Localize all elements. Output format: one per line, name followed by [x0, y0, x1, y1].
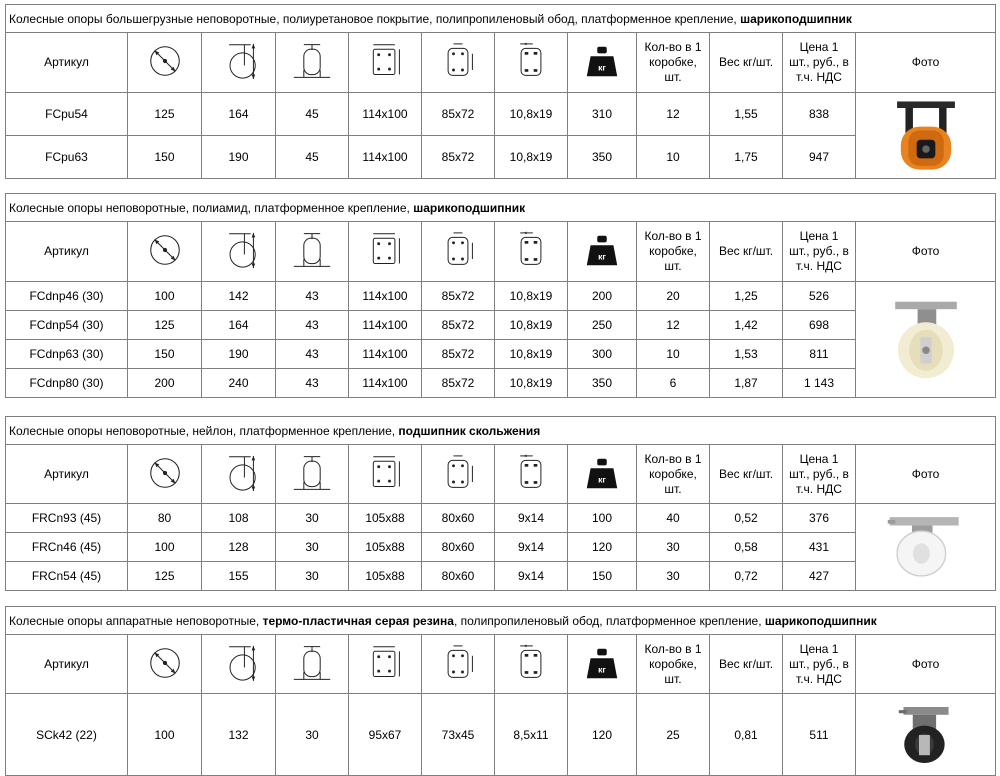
header-bolt: [495, 635, 568, 694]
bolt-hole-icon: [495, 41, 567, 84]
load-capacity-weight-icon: [568, 644, 636, 685]
load-value: 100: [568, 504, 637, 533]
diameter-value: 150: [128, 136, 202, 179]
weight-value: 1,87: [710, 369, 783, 398]
table-row: [6, 93, 996, 136]
qty-value: 20: [637, 282, 710, 311]
header-row: [6, 33, 996, 93]
plate-value: 105x88: [349, 533, 422, 562]
width-value: 30: [276, 504, 349, 533]
photo-cell: [856, 504, 996, 591]
table-row: [6, 311, 996, 340]
holes-value: 85x72: [422, 311, 495, 340]
header-width: [276, 222, 349, 282]
height-value: 128: [202, 533, 276, 562]
header-height: [202, 222, 276, 282]
bolt-value: 10,8x19: [495, 282, 568, 311]
article-cell: FCdnp80 (30): [6, 369, 128, 398]
load-value: 350: [568, 369, 637, 398]
header-width: [276, 33, 349, 93]
qty-value: 30: [637, 533, 710, 562]
weight-value: 1,55: [710, 93, 783, 136]
header-price: Цена 1 шт., руб., в т.ч. НДС: [783, 635, 856, 694]
price-value: 376: [783, 504, 856, 533]
photo-cell: [856, 93, 996, 179]
article-cell: FCpu63: [6, 136, 128, 179]
mounting-height-icon: [202, 642, 275, 687]
holes-value: 80x60: [422, 504, 495, 533]
load-value: 120: [568, 694, 637, 776]
wheel-diameter-icon: [128, 231, 201, 272]
caption-part: Колесные опоры неповоротные, нейлон, платформенное крепление,: [9, 423, 399, 438]
section-caption-row: [6, 607, 996, 635]
weight-value: 1,75: [710, 136, 783, 179]
product-table-1: [5, 4, 996, 179]
diameter-value: 125: [128, 311, 202, 340]
diameter-value: 100: [128, 533, 202, 562]
qty-value: 40: [637, 504, 710, 533]
qty-value: 10: [637, 136, 710, 179]
width-value: 43: [276, 311, 349, 340]
weight-value: 1,42: [710, 311, 783, 340]
plate-value: 114x100: [349, 93, 422, 136]
article-cell: FCdnp63 (30): [6, 340, 128, 369]
bolt-hole-icon: [495, 230, 567, 273]
header-article: Артикул: [6, 635, 128, 694]
header-holes: [422, 445, 495, 504]
header-weight: Вес кг/шт.: [710, 33, 783, 93]
header-article: Артикул: [6, 33, 128, 93]
article-cell: SCk42 (22): [6, 694, 128, 776]
table-row: [6, 533, 996, 562]
header-row: [6, 635, 996, 694]
load-capacity-weight-icon: [568, 42, 636, 83]
qty-value: 6: [637, 369, 710, 398]
caption-part: шарикоподшипник: [413, 200, 526, 215]
plate-size-icon: [349, 643, 421, 686]
qty-value: 25: [637, 694, 710, 776]
table-row: [6, 282, 996, 311]
load-capacity-weight-icon: [568, 454, 636, 495]
weight-value: 0,52: [710, 504, 783, 533]
header-photo: Фото: [856, 222, 996, 282]
table-row: [6, 369, 996, 398]
weight-label: кг: [598, 664, 606, 674]
bolt-value: 9x14: [495, 562, 568, 591]
bolt-value: 10,8x19: [495, 93, 568, 136]
plate-size-icon: [349, 453, 421, 496]
bolt-value: 10,8x19: [495, 340, 568, 369]
plate-value: 105x88: [349, 504, 422, 533]
height-value: 190: [202, 340, 276, 369]
mounting-height-icon: [202, 452, 275, 497]
height-value: 155: [202, 562, 276, 591]
photo-cell: [856, 694, 996, 776]
plate-value: 95x67: [349, 694, 422, 776]
diameter-value: 125: [128, 562, 202, 591]
header-weight: Вес кг/шт.: [710, 222, 783, 282]
header-width: [276, 445, 349, 504]
product-table-4: [5, 606, 996, 776]
hole-spacing-icon: [422, 453, 494, 496]
holes-value: 85x72: [422, 369, 495, 398]
load-capacity-weight-icon: [568, 231, 636, 272]
product-table-2: [5, 193, 996, 398]
article-cell: FRCn93 (45): [6, 504, 128, 533]
plate-value: 105x88: [349, 562, 422, 591]
plate-size-icon: [349, 41, 421, 84]
height-value: 108: [202, 504, 276, 533]
section-caption: [6, 607, 996, 635]
header-qty: Кол-во в 1 коробке, шт.: [637, 33, 710, 93]
article-cell: FRCn54 (45): [6, 562, 128, 591]
bolt-value: 8,5x11: [495, 694, 568, 776]
width-value: 45: [276, 93, 349, 136]
white-nylon-wheel-image: [856, 514, 995, 580]
price-value: 427: [783, 562, 856, 591]
load-value: 200: [568, 282, 637, 311]
header-article: Артикул: [6, 445, 128, 504]
qty-value: 30: [637, 562, 710, 591]
holes-value: 80x60: [422, 562, 495, 591]
section-caption: [6, 194, 996, 222]
header-article: Артикул: [6, 222, 128, 282]
holes-value: 80x60: [422, 533, 495, 562]
grey-rubber-apparatus-wheel-image: [856, 702, 995, 768]
width-value: 43: [276, 282, 349, 311]
caption-part: шарикоподшипник: [740, 11, 852, 26]
section-caption: [6, 417, 996, 445]
cream-polyamide-wheel-image: [856, 298, 995, 382]
header-photo: Фото: [856, 445, 996, 504]
header-bolt: [495, 445, 568, 504]
hole-spacing-icon: [422, 41, 494, 84]
diameter-value: 100: [128, 694, 202, 776]
weight-value: 0,81: [710, 694, 783, 776]
header-holes: [422, 33, 495, 93]
table-row: [6, 504, 996, 533]
price-value: 526: [783, 282, 856, 311]
header-photo: Фото: [856, 635, 996, 694]
header-load: [568, 635, 637, 694]
header-qty: Кол-во в 1 коробке, шт.: [637, 635, 710, 694]
header-qty: Кол-во в 1 коробке, шт.: [637, 445, 710, 504]
plate-value: 114x100: [349, 136, 422, 179]
product-table-3: [5, 416, 996, 591]
weight-label: кг: [598, 251, 606, 262]
caption-part: Колесные опоры неповоротные, полиамид, платформенное крепление,: [9, 200, 414, 215]
height-value: 190: [202, 136, 276, 179]
article-cell: FRCn46 (45): [6, 533, 128, 562]
load-value: 120: [568, 533, 637, 562]
header-price: Цена 1 шт., руб., в т.ч. НДС: [783, 222, 856, 282]
diameter-value: 125: [128, 93, 202, 136]
diameter-value: 80: [128, 504, 202, 533]
bolt-hole-icon: [495, 643, 567, 686]
article-cell: FCdnp46 (30): [6, 282, 128, 311]
holes-value: 85x72: [422, 282, 495, 311]
height-value: 142: [202, 282, 276, 311]
caption-part: термо-пластичная серая резина: [262, 613, 454, 628]
height-value: 132: [202, 694, 276, 776]
bolt-value: 10,8x19: [495, 311, 568, 340]
mounting-height-icon: [202, 40, 275, 85]
holes-value: 85x72: [422, 136, 495, 179]
header-load: [568, 33, 637, 93]
header-diameter: [128, 635, 202, 694]
wheel-width-icon: [276, 230, 348, 273]
section-caption: [6, 5, 996, 33]
bolt-value: 10,8x19: [495, 369, 568, 398]
caption-part: шарикоподшипник: [764, 613, 877, 628]
header-weight: Вес кг/шт.: [710, 635, 783, 694]
hole-spacing-icon: [422, 230, 494, 273]
article-cell: FCpu54: [6, 93, 128, 136]
article-cell: FCdnp54 (30): [6, 311, 128, 340]
diameter-value: 200: [128, 369, 202, 398]
width-value: 30: [276, 533, 349, 562]
wheel-width-icon: [276, 643, 348, 686]
header-plate: [349, 445, 422, 504]
qty-value: 10: [637, 340, 710, 369]
orange-polyurethane-wheel-image: [856, 98, 995, 174]
width-value: 30: [276, 562, 349, 591]
table-row: [6, 136, 996, 179]
header-price: Цена 1 шт., руб., в т.ч. НДС: [783, 445, 856, 504]
weight-label: кг: [598, 62, 606, 73]
header-plate: [349, 33, 422, 93]
plate-value: 114x100: [349, 311, 422, 340]
price-value: 431: [783, 533, 856, 562]
plate-value: 114x100: [349, 340, 422, 369]
price-value: 1 143: [783, 369, 856, 398]
plate-size-icon: [349, 230, 421, 273]
weight-value: 1,25: [710, 282, 783, 311]
bolt-value: 9x14: [495, 504, 568, 533]
header-weight: Вес кг/шт.: [710, 445, 783, 504]
table-row: [6, 562, 996, 591]
load-value: 310: [568, 93, 637, 136]
header-row: [6, 445, 996, 504]
weight-value: 1,53: [710, 340, 783, 369]
qty-value: 12: [637, 311, 710, 340]
photo-cell: [856, 282, 996, 398]
load-value: 350: [568, 136, 637, 179]
caption-part: Колесные опоры большегрузные неповоротные, полиуретановое покрытие, полипропиленовый обод, платформенное крепление,: [9, 11, 741, 26]
width-value: 30: [276, 694, 349, 776]
table-row: [6, 340, 996, 369]
header-diameter: [128, 445, 202, 504]
caption-part: подшипник скольжения: [398, 423, 541, 438]
price-value: 698: [783, 311, 856, 340]
bolt-value: 9x14: [495, 533, 568, 562]
holes-value: 85x72: [422, 340, 495, 369]
wheel-width-icon: [276, 41, 348, 84]
section-caption-row: [6, 5, 996, 33]
caption-part: , полипропиленовый обод, платформенное крепление,: [453, 613, 765, 628]
qty-value: 12: [637, 93, 710, 136]
header-plate: [349, 635, 422, 694]
plate-value: 114x100: [349, 369, 422, 398]
bolt-hole-icon: [495, 453, 567, 496]
header-bolt: [495, 33, 568, 93]
price-value: 811: [783, 340, 856, 369]
header-bolt: [495, 222, 568, 282]
section-caption-row: [6, 194, 996, 222]
weight-label: кг: [598, 474, 606, 484]
section-caption-row: [6, 417, 996, 445]
wheel-width-icon: [276, 453, 348, 496]
height-value: 164: [202, 93, 276, 136]
caption-part: Колесные опоры аппаратные неповоротные,: [9, 613, 263, 628]
plate-value: 114x100: [349, 282, 422, 311]
wheel-diameter-icon: [128, 644, 201, 685]
height-value: 240: [202, 369, 276, 398]
diameter-value: 150: [128, 340, 202, 369]
header-width: [276, 635, 349, 694]
width-value: 45: [276, 136, 349, 179]
header-holes: [422, 635, 495, 694]
header-plate: [349, 222, 422, 282]
holes-value: 85x72: [422, 93, 495, 136]
header-row: [6, 222, 996, 282]
header-diameter: [128, 222, 202, 282]
load-value: 250: [568, 311, 637, 340]
wheel-diameter-icon: [128, 42, 201, 83]
header-holes: [422, 222, 495, 282]
header-diameter: [128, 33, 202, 93]
bolt-value: 10,8x19: [495, 136, 568, 179]
holes-value: 73x45: [422, 694, 495, 776]
table-row: [6, 694, 996, 776]
weight-value: 0,58: [710, 533, 783, 562]
width-value: 43: [276, 340, 349, 369]
hole-spacing-icon: [422, 643, 494, 686]
wheel-diameter-icon: [128, 454, 201, 495]
weight-value: 0,72: [710, 562, 783, 591]
header-height: [202, 635, 276, 694]
header-qty: Кол-во в 1 коробке, шт.: [637, 222, 710, 282]
mounting-height-icon: [202, 229, 275, 274]
width-value: 43: [276, 369, 349, 398]
load-value: 150: [568, 562, 637, 591]
price-value: 838: [783, 93, 856, 136]
header-load: [568, 222, 637, 282]
header-height: [202, 445, 276, 504]
header-price: Цена 1 шт., руб., в т.ч. НДС: [783, 33, 856, 93]
height-value: 164: [202, 311, 276, 340]
price-value: 511: [783, 694, 856, 776]
header-height: [202, 33, 276, 93]
load-value: 300: [568, 340, 637, 369]
price-value: 947: [783, 136, 856, 179]
header-load: [568, 445, 637, 504]
header-photo: Фото: [856, 33, 996, 93]
diameter-value: 100: [128, 282, 202, 311]
